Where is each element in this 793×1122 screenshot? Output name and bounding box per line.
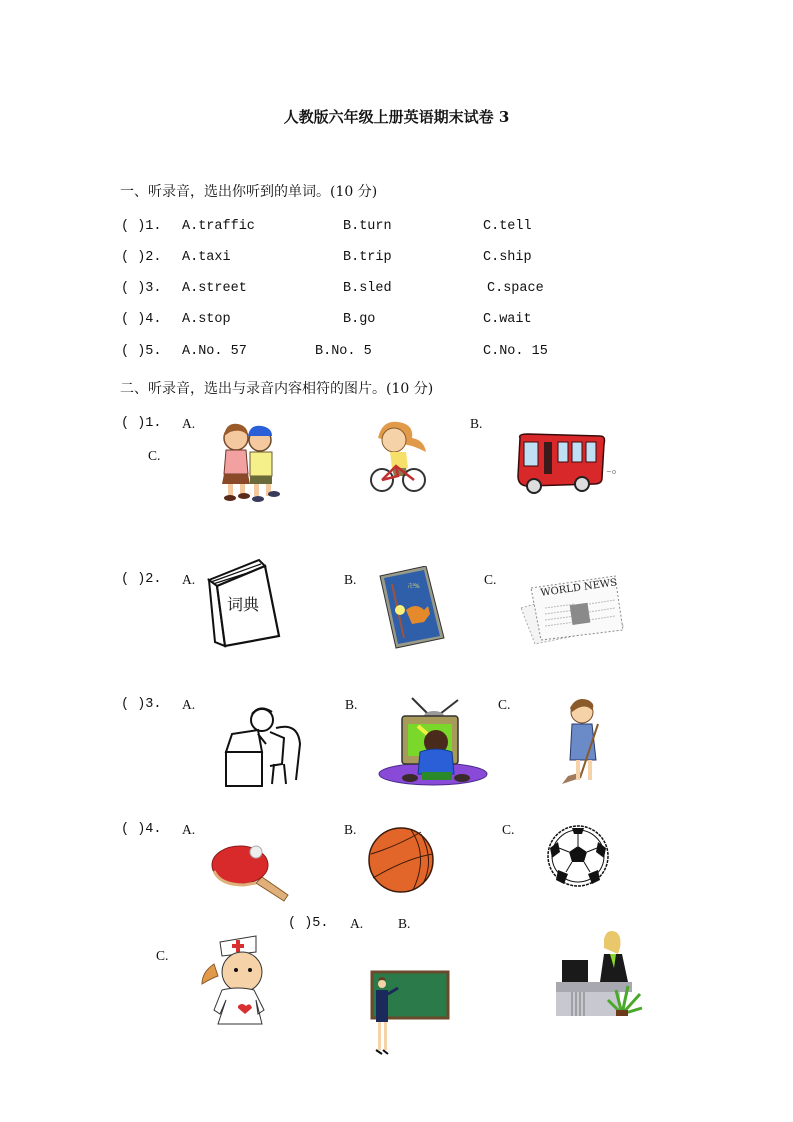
basketball-image (367, 826, 435, 894)
option-c-label: C. (484, 572, 497, 587)
svg-text:卍%: 卍% (408, 583, 420, 590)
boy-sweeping-floor-image (558, 696, 610, 788)
question-number: ( )4. (121, 312, 162, 327)
section-1-heading: 一、听录音，选出你听到的单词。(10 分) (120, 184, 378, 200)
nurse-image (198, 934, 274, 1026)
ping-pong-paddle-image (210, 843, 292, 903)
option-a: A.traffic (182, 219, 255, 234)
option-a-label: A. (182, 822, 196, 837)
boy-writing-at-desk-image (222, 704, 304, 788)
option-a-label: A. (182, 572, 196, 587)
option-c-label: C. (502, 822, 515, 837)
question-number: ( )5. (288, 916, 329, 931)
option-b-label: B. (344, 572, 357, 587)
two-children-walking-image (214, 418, 290, 502)
option-b: B.sled (343, 281, 392, 296)
option-b-label: B. (470, 416, 483, 431)
option-a: A.No. 57 (182, 344, 247, 359)
question-number: ( )2. (121, 572, 162, 587)
option-b: B.go (343, 312, 376, 327)
option-c: C.tell (483, 219, 532, 234)
option-b: B.trip (343, 250, 392, 265)
page-title: 人教版六年级上册英语期末试卷 3 (283, 108, 510, 126)
dictionary-book-image (203, 558, 281, 648)
question-number: ( )2. (121, 250, 162, 265)
svg-text:词典: 词典 (227, 595, 260, 614)
option-a-label: A. (182, 697, 196, 712)
question-number: ( )1. (121, 219, 162, 234)
section-2-heading: 二、听录音，选出与录音内容相符的图片。(10 分) (120, 381, 434, 397)
option-c-label: C. (498, 697, 511, 712)
teacher-at-blackboard-image (370, 970, 450, 1056)
option-a: A.street (182, 281, 247, 296)
option-c: C.space (487, 281, 544, 296)
option-b: B.No. 5 (315, 344, 372, 359)
svg-text:~o: ~o (606, 468, 617, 476)
option-c-label: C. (156, 948, 169, 963)
option-c: C.wait (483, 312, 532, 327)
svg-text:WORLD NEWS: WORLD NEWS (539, 577, 618, 599)
girl-riding-bike-image (368, 418, 432, 494)
soccer-ball-image (546, 824, 610, 888)
option-a: A.taxi (182, 250, 231, 265)
boy-watching-tv-image (378, 696, 488, 788)
option-c: C.No. 15 (483, 344, 548, 359)
question-number: ( )3. (121, 281, 162, 296)
red-bus-image (514, 432, 618, 494)
option-b: B.turn (343, 219, 392, 234)
question-number: ( )1. (121, 416, 162, 431)
question-number: ( )5. (121, 344, 162, 359)
option-a: A.stop (182, 312, 231, 327)
option-a-label: A. (182, 416, 196, 431)
option-a-label: A. (350, 916, 364, 931)
option-c-label: C. (148, 448, 161, 463)
option-c: C.ship (483, 250, 532, 265)
question-number: ( )4. (121, 822, 162, 837)
option-b-label: B. (345, 697, 358, 712)
question-number: ( )3. (121, 697, 162, 712)
receptionist-at-desk-image (556, 928, 644, 1018)
option-b-label: B. (344, 822, 357, 837)
option-b-label: B. (398, 916, 411, 931)
storybook-image (378, 566, 446, 650)
newspaper-image (519, 574, 625, 646)
